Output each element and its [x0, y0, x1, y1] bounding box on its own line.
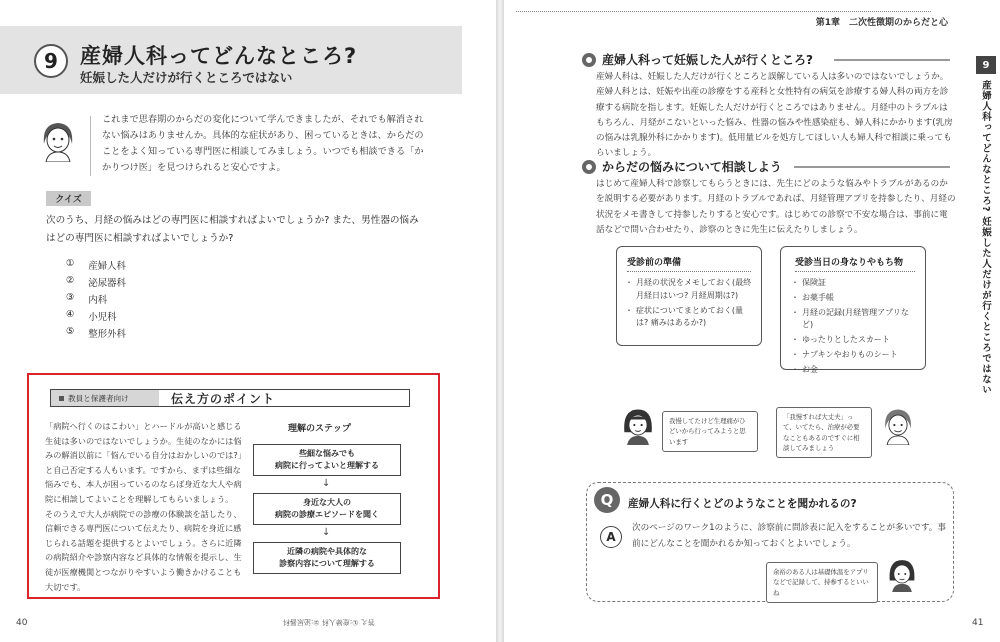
- quiz-answer-footer: 答え ①:産婦人科 ②:泌尿器科: [283, 618, 375, 626]
- down-arrow-icon: ↓: [322, 527, 331, 538]
- list-item: ・ ナプキンやおりものシート: [793, 349, 919, 362]
- step-box-1: 些細な悩みでも 病院に行ってよいと理解する: [253, 444, 401, 476]
- option-number: ④: [66, 309, 75, 320]
- qa-question: 産婦人科に行くとどのようなことを聞かれるの?: [628, 498, 857, 510]
- tips-audience-label: [51, 390, 159, 406]
- day-list: [793, 277, 919, 379]
- option-label: 内科: [88, 295, 108, 306]
- quiz-option: [66, 309, 126, 326]
- student-avatar-icon: [618, 405, 658, 445]
- question-mark-icon: Q: [594, 487, 620, 513]
- page-subtitle: 妊娠した人だけが行くところではない: [80, 70, 293, 85]
- option-number: ⑤: [66, 326, 75, 337]
- side-section-number: 9: [976, 56, 996, 74]
- quiz-option: [66, 292, 126, 309]
- quiz-option: [66, 326, 126, 343]
- tips-text: 「病院へ行くのはこわい」とハードルが高いと感じる生徒は多いのではないでしょうか。生徒のなかには悩みの解消以前に「悩んでいる自分はおかしいのでは?」と自己否定する人もいます。ですから、まずは些細な悩みでも、本人が困っているのならば身近な大人や病院に相談してよいことを理解してもらいましょう。 そのうえで大人が病院での診療の体験談を話したり、信頼できる専門医について伝えたり、病院を身近に感じられる話題を提供するとよいでしょう。さらに近隣の病院紹介や診察内容など具体的な情報を提示し、生徒が医療機関とつながりやすいよう働きかけることも大切です。: [45, 421, 242, 592]
- header-rule: [516, 11, 931, 12]
- left-page: [0, 0, 496, 642]
- list-item: ・ お薬手帳: [793, 292, 919, 305]
- list-item: ・ ゆったりとしたスカート: [793, 334, 919, 347]
- page-number-left: 40: [16, 618, 28, 628]
- teacher-avatar-icon: [878, 405, 918, 445]
- prep-box: [616, 246, 762, 346]
- chapter-heading: 第1章 二次性徴期のからだと心: [815, 18, 948, 28]
- page-title: 産婦人科ってどんなところ?: [80, 44, 358, 68]
- steps-title: 理解のステップ: [288, 424, 351, 434]
- list-item: ・ 保険証: [793, 277, 919, 290]
- page-number-right: 41: [972, 618, 984, 628]
- list-item: ・ 月経の記録(月経管理アプリなど): [793, 307, 919, 333]
- quiz-question: 次のうち、月経の悩みはどの専門医に相談すればよいでしょうか? また、男性器の悩みはどの専門医に相談すればよいでしょうか?: [46, 215, 419, 245]
- list-item: ・ 月経の状況をメモしておく(最終月経日はいつ? 月経周期は?): [627, 277, 755, 303]
- section-heading-1: [582, 51, 813, 68]
- option-label: 産婦人科: [88, 261, 126, 272]
- quiz-options: [66, 258, 126, 343]
- speech-bubble-teacher: 「我慢すれば大丈夫」って、いてたら、治療が必要なこともあるのですぐに相談してみましょう: [776, 407, 872, 458]
- speech-bubble-student: 我慢してたけど生理痛がひどいから行ってみようと思います: [662, 411, 758, 452]
- answer-mark-icon: A: [600, 526, 622, 548]
- section-heading-text: 産婦人科って妊娠した人が行くところ?: [602, 53, 813, 67]
- section-body-1: 産婦人科は、妊娠した人だけが行くところと誤解している人は多いのではないでしょうか。産婦人科とは、妊娠や出産の診療をする産科と女性特有の病気を診療する婦人科の両方を診療する病院を指します。妊娠した人だけが行くところではありません。月経中のトラブルはもちろん、月経がこないといった悩み、性器の悩みや性感染症も、婦人科にかかります(乳房の悩みは乳腺外科にかかります)。低用量ピルを処方してほしい人も婦人科で相談に乗ってもらいましょう。: [596, 72, 953, 159]
- option-label: 小児科: [88, 312, 117, 323]
- step-box-2: 身近な大人の 病院の診療エピソードを聞く: [253, 493, 401, 525]
- section-heading-text: からだの悩みについて相談しよう: [602, 160, 782, 174]
- right-page: [504, 0, 1000, 642]
- quiz-tag: クイズ: [46, 191, 91, 206]
- list-item: ・ お金: [793, 364, 919, 377]
- step-box-3: 近隣の病院や具体的な 診察内容について理解する: [253, 542, 401, 574]
- section-body-2: はじめて産婦人科で診察してもらうときには、先生にどのような悩みやトラブルがあるのかを説明する必要があります。月経のトラブルであれば、月経管理アプリを持参したり、月経の状況をメモ書きして持参したりすると安心です。はじめての診察で不安な場合は、事前に電話などで問い合わせたり、診察のときに先生に伝えたりしましょう。: [596, 179, 956, 235]
- prep-title: 受診前の準備: [627, 255, 751, 272]
- list-item: ・ 症状についてまとめておく(量は? 痛みはあるか?): [627, 305, 755, 331]
- option-number: ①: [66, 258, 75, 269]
- section-number-badge: 9: [34, 44, 68, 78]
- section-heading-2: [582, 158, 782, 175]
- book-gutter: [496, 0, 504, 642]
- tips-title: 伝え方のポイント: [171, 391, 276, 406]
- square-bullet-icon: [59, 396, 64, 401]
- intro-divider: [90, 116, 91, 176]
- quiz-option: [66, 258, 126, 275]
- down-arrow-icon: ↓: [322, 478, 331, 489]
- student-avatar-icon: [884, 556, 920, 592]
- bullet-circle-icon: [582, 53, 596, 67]
- option-number: ③: [66, 292, 75, 303]
- tips-audience-text: 教員と保護者向け: [68, 393, 129, 403]
- option-number: ②: [66, 275, 75, 286]
- quiz-option: [66, 275, 126, 292]
- option-label: 泌尿器科: [88, 278, 126, 289]
- qa-answer: 次のページのワーク1のように、診察前に問診表に記入をすることが多いです。事前にどんなことを聞かれるか知っておくとよいでしょう。: [632, 523, 946, 549]
- intro-text: これまで思春期のからだの変化について学んできましたが、それでも解消されない悩みはありませんか。具体的な症状があり、困っているときは、からだのことをよく知っている専門医に相談してみましょう。いつでも相談できる「かかりつけ医」を見つけられると安心ですよ。: [102, 114, 424, 174]
- teacher-avatar-icon: [36, 118, 80, 162]
- side-running-title: 産婦人科ってどんなところ? 妊娠した人だけが行くところではない: [980, 80, 991, 396]
- day-title: 受診当日の身なりやもち物: [795, 255, 915, 272]
- speech-bubble-tip: 余裕のある人は基礎体温をアプリなどで記録して、持参するといいね: [766, 562, 878, 603]
- section-rule: [794, 166, 950, 168]
- tips-header: [50, 389, 410, 407]
- option-label: 整形外科: [88, 329, 126, 340]
- prep-list: [627, 277, 755, 332]
- section-rule: [834, 59, 950, 61]
- bullet-circle-icon: [582, 160, 596, 174]
- day-box: [780, 246, 926, 374]
